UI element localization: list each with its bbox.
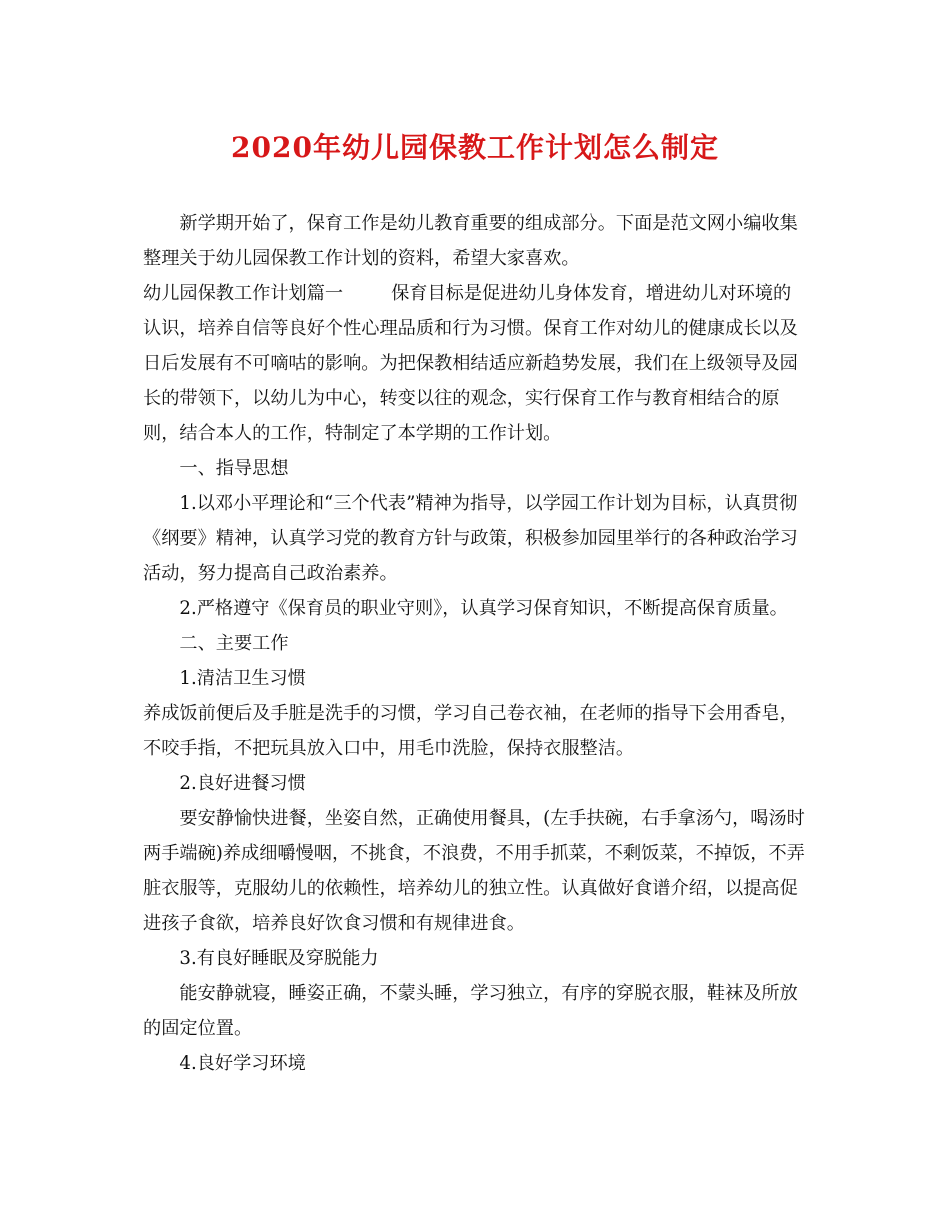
sleep-body: 能安静就寝，睡姿正确，不蒙头睡，学习独立，有序的穿脱衣服，鞋袜及所放的固定位置。 [143, 983, 798, 1039]
guiding-item-1: 1.以邓小平理论和“三个代表”精神为指导，以学园工作计划为目标，认真贯彻《纲要》精神，认真学习党的教育方针与政策，积极参加园里举行的各种政治学习活动，努力提高自己政治素养。 [143, 493, 798, 584]
guiding-item-2: 2.严格遵守《保育员的职业守则》，认真学习保育知识，不断提高保育质量。 [179, 598, 788, 619]
section-label: 幼儿园保教工作计划篇一 [143, 283, 344, 304]
heading-main-work: 二、主要工作 [179, 633, 289, 654]
hygiene-body: 养成饭前便后及手脏是洗手的习惯，学习自己卷衣袖，在老师的指导下会用香皂，不咬手指，不把玩具放入口中，用毛巾洗脸，保持衣服整洁。 [143, 703, 798, 759]
sub-heading-learning: 4.良好学习环境 [179, 1053, 306, 1074]
section-body: 保育目标是促进幼儿身体发育，增进幼儿对环境的认识，培养自信等良好个性心理品质和行为习惯。保育工作对幼儿的健康成长以及日后发展有不可嘀咕的影响。为把保教相结适应新趋势发展，我们在上级领导及园长的带领下，以幼儿为中心，转变以往的观念，实行保育工作与教育相结合的原则，结合本人的工作，特制定了本学期的工作计划。 [143, 283, 798, 444]
intro-paragraph: 新学期开始了，保育工作是幼儿教育重要的组成部分。下面是范文网小编收集整理关于幼儿园保教工作计划的资料，希望大家喜欢。 [143, 213, 798, 269]
document-title: 2020年幼儿园保教工作计划怎么制定 [231, 131, 719, 164]
document-body [143, 206, 809, 1081]
eating-body: 要安静愉快进餐，坐姿自然，正确使用餐具，(左手扶碗，右手拿汤勺，喝汤时两手端碗)养成细嚼慢咽，不挑食，不浪费，不用手抓菜，不剩饭菜，不掉饭，不弄脏衣服等，克服幼儿的依赖性，培养幼儿的独立性。认真做好食谱介绍，以提高促进孩子食欲，培养良好饮食习惯和有规律进食。 [143, 808, 805, 934]
section-paragraph [143, 276, 809, 451]
sub-heading-eating: 2.良好进餐习惯 [179, 773, 306, 794]
sub-heading-hygiene: 1.清洁卫生习惯 [179, 668, 306, 689]
sub-heading-sleep: 3.有良好睡眠及穿脱能力 [179, 948, 379, 969]
heading-guiding-thought: 一、指导思想 [179, 458, 289, 479]
